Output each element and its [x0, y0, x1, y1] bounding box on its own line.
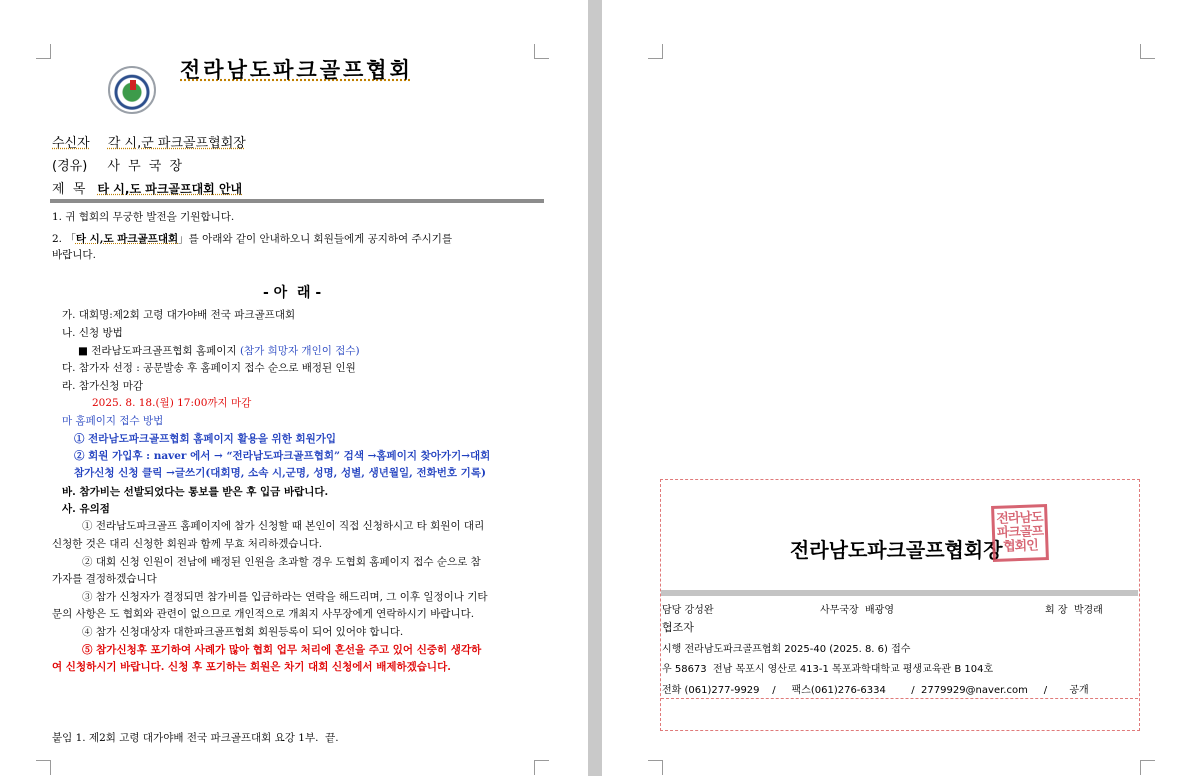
note-2a: ② 대회 신청 인원이 전남에 배정된 인원을 초과할 경우 도협회 홈페이지 접수 순으로 참: [82, 556, 481, 568]
recipient-value: 각 시,군 파크골프협회장: [107, 136, 246, 151]
para-2-event: 타 시,도 파크골프대회: [75, 233, 179, 245]
official-seal: [991, 504, 1049, 562]
via-row: [52, 155, 184, 174]
item-da: 다. 참가자 선정 : 공문발송 후 홈페이지 접수 순으로 배정된 인원: [62, 362, 356, 374]
para-2-open: 2. 「: [52, 233, 76, 245]
item-na: 나. 신청 방법: [62, 327, 123, 339]
note-1a: ① 전라남도파크골프 홈페이지에 참가 신청할 때 본인이 직접 신청하시고 타 회원이 대리: [82, 520, 485, 532]
cooperator: 협조자: [662, 621, 694, 634]
via-value: 사 무 국 장: [107, 159, 185, 174]
item-ba: 바. 참가비는 선발되었다는 통보를 받은 후 입금 바랍니다.: [62, 486, 329, 498]
contact: 전화 (061)277-9929 / 팩스(061)276-6334 / 2779929@naver.com / 공개: [662, 685, 1089, 696]
corner-mark: [534, 44, 549, 59]
via-label: (경유): [52, 159, 88, 174]
subject-label: 제 목: [52, 182, 86, 197]
note-5b: 여 신청하시기 바랍니다. 신청 후 포기하는 회원은 차기 대회 신청에서 배제하겠습니다.: [52, 661, 451, 673]
seal-text: 전라남도 파크골프 협회인: [996, 510, 1044, 555]
subject-value: 타 시,도 파크골프대회 안내: [97, 182, 243, 196]
para-2-rest: 」를 아래와 같이 안내하오니 회원들에게 공지하여 주시기를: [178, 233, 453, 245]
note-3b: 문의 사항은 도 협회와 관련이 없으므로 개인적으로 개최지 사무장에게 연락하시기 바랍니다.: [52, 608, 475, 620]
signature-separator: [661, 590, 1138, 596]
para-1: 1. 귀 협회의 무궁한 발전을 기원합니다.: [52, 211, 235, 223]
subject-row: [52, 178, 242, 197]
recipient-row: [52, 132, 246, 151]
para-2-end: 바랍니다.: [52, 249, 96, 261]
secretary: 사무국장 배광영: [820, 605, 894, 616]
footer-rule: [661, 698, 1138, 699]
attachment: 붙임 1. 제2회 고령 대가야배 전국 파크골프대회 요강 1부. 끝.: [52, 732, 339, 744]
note-4: ④ 참가 신청대상자 대한파크골프협회 회원등록이 되어 있어야 합니다.: [82, 626, 404, 638]
note-5a: ⑤ 참가신청후 포기하여 사례가 많아 협회 업무 처리에 혼선을 주고 있어 신중히 생각하: [82, 644, 482, 656]
signer-title: 전라남도파크골프협회장: [790, 538, 1003, 562]
association-logo: [108, 66, 156, 114]
corner-mark: [1140, 44, 1155, 59]
corner-mark: [648, 760, 663, 775]
flag-icon: [130, 80, 136, 90]
step-2a: ② 회원 가입후 : naver 에서 → “전라남도파크골프협회” 검색 →홈페이지 찾아가기→대회: [74, 450, 491, 462]
item-ga: 가. 대회명:제2회 고령 대가야배 전국 파크골프대회: [62, 309, 296, 321]
corner-mark: [648, 44, 663, 59]
address: 우 58673 전남 목포시 영산로 413-1 목포과학대학교 평생교육관 B 104호: [662, 664, 994, 675]
item-ma: 마 홈페이지 접수 방법: [62, 415, 164, 427]
section-heading: - 아 래 -: [263, 285, 322, 301]
item-na-method: [78, 343, 360, 358]
deadline: 2025. 8. 18.(월) 17:00까지 마감: [92, 397, 252, 409]
doc-title: 전라남도파크골프협회: [180, 58, 413, 82]
corner-mark: [36, 760, 51, 775]
staff-in-charge: 담당 강성완: [662, 605, 714, 616]
page-gap: [588, 0, 602, 776]
step-2b: 참가신청 신청 클릭 →글쓰기(대회명, 소속 시,군명, 성명, 성별, 생년월일, 전화번호 기록): [74, 467, 486, 479]
corner-mark: [1140, 760, 1155, 775]
item-ra: 라. 참가신청 마감: [62, 380, 144, 392]
header-rule: [50, 199, 544, 203]
corner-mark: [36, 44, 51, 59]
note-1b: 신청한 것은 대리 신청한 회원과 함께 무효 처리하겠습니다.: [52, 538, 323, 550]
enforcement: 시행 전라남도파크골프협회 2025-40 (2025. 8. 6) 접수: [662, 644, 911, 655]
step-1: ① 전라남도파크골프협회 홈페이지 활용을 위한 회원가입: [74, 433, 337, 445]
note-2b: 가자를 결정하겠습니다: [52, 573, 157, 585]
homepage-label: ■ 전라남도파크골프협회 홈페이지: [78, 345, 240, 357]
para-2: [52, 231, 452, 246]
item-sa: 사. 유의점: [62, 503, 110, 515]
recipient-label: 수신자: [52, 136, 90, 151]
note-3a: ③ 참가 신청자가 결정되면 참가비를 입금하라는 연락을 해드리며, 그 이후 일정이나 기타: [82, 591, 488, 603]
corner-mark: [534, 760, 549, 775]
president: 회 장 박경래: [1045, 605, 1103, 616]
homepage-note: (참가 희망자 개인이 접수): [239, 345, 360, 357]
